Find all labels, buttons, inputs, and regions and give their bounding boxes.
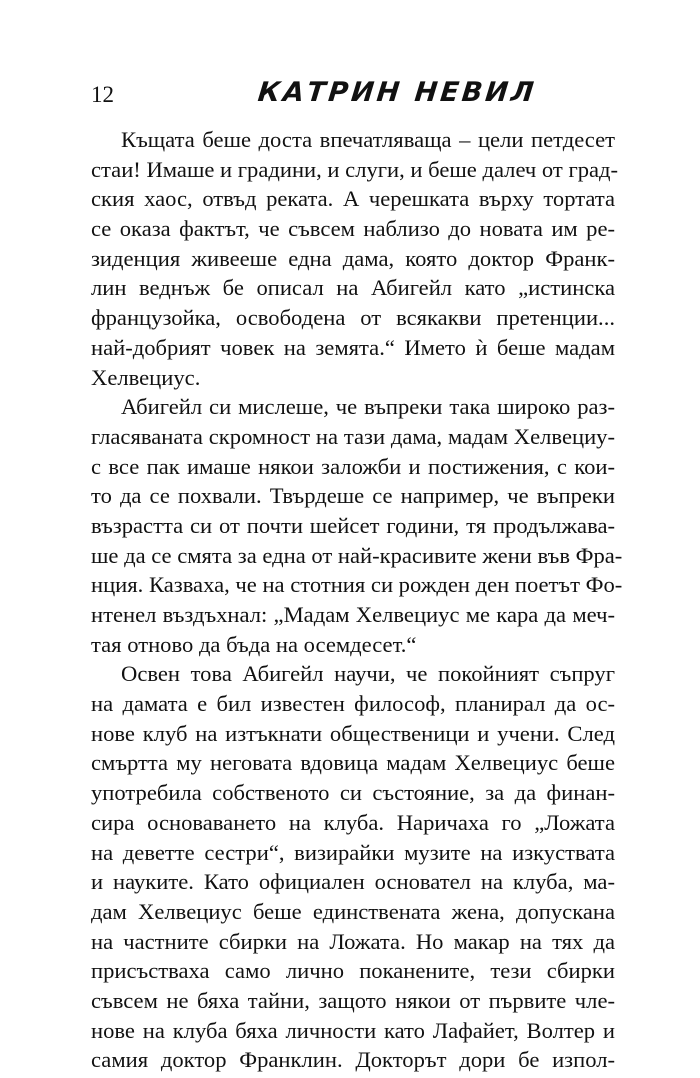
text-line: присъстваха само лично поканените, тези сбирки — [91, 958, 615, 984]
text-line: гласяваната скромност на тази дама, мадам Хелвециу- — [91, 423, 615, 449]
text-line: най-добрият човек на земята.“ Името ѝ беше мадам — [91, 334, 615, 360]
text-line: употребила собственото си състояние, за да финан- — [91, 780, 615, 806]
text-line: нове на клуба бяха личности като Лафайет, Волтер и — [91, 1017, 615, 1043]
text-line: възрастта си от почти шейсет години, тя продължава- — [91, 512, 615, 538]
text-line: съвсем не бяха тайни, защото някои от първите чле- — [91, 987, 615, 1013]
text-line: Абигейл си мислеше, че въпреки така широко раз- — [121, 394, 615, 420]
text-line: се оказа фактът, че съвсем наблизо до новата им ре- — [91, 216, 615, 242]
text-line: на частните сбирки на Ложата. Но макар на тях да — [91, 928, 615, 954]
text-line: то да се похвали. Твърдеше се например, че въпреки — [91, 483, 615, 509]
text-line: зиденция живееше една дама, която доктор Франк- — [91, 245, 615, 271]
text-line: Хелвециус. — [91, 364, 201, 390]
text-line: на дамата е бил известен философ, планирал да ос- — [91, 691, 615, 717]
text-line: на деветте сестри“, визирайки музите на изкуствата — [91, 839, 615, 865]
body-text — [91, 125, 623, 1075]
text-line: тая отново да бъда на осемдесет.“ — [91, 631, 417, 657]
page-header — [91, 76, 615, 112]
page-number: 12 — [91, 82, 114, 107]
text-line: стаи! Имаше и градини, и слуги, и беше далеч от град- — [91, 156, 619, 182]
text-line: французойка, освободена от всякакви претенции... — [91, 305, 615, 331]
text-line: сира основаването на клуба. Наричаха го „Ложата — [91, 809, 615, 835]
text-line: нове клуб на изтъкнати общественици и учени. След — [91, 720, 615, 746]
text-line: дам Хелвециус беше единствената жена, допускана — [91, 898, 615, 924]
text-line: самия доктор Франклин. Докторът дори бе изпол- — [91, 1047, 615, 1073]
text-line: нция. Казваха, че на стотния си рожден ден поетът Фо- — [91, 572, 623, 598]
text-line: Къщата беше доста впечатляваща – цели петдесет — [121, 127, 615, 152]
text-line: и науките. Като официален основател на клуба, ма- — [91, 869, 615, 895]
text-line: нтенел въздъхнал: „Мадам Хелвециус ме кара да меч- — [91, 602, 615, 627]
running-title: КАТРИН НЕВИЛ — [256, 77, 539, 108]
text-line: ше да се смята за една от най-красивите жени във Фра- — [91, 542, 623, 568]
text-line: ския хаос, отвъд реката. А черешката върху тортата — [91, 186, 615, 212]
text-line: смъртта му неговата вдовица мадам Хелвециус беше — [91, 750, 615, 776]
text-line: с все пак имаше някои заложби и постижения, с кои- — [91, 453, 615, 479]
text-line: лин веднъж бе описал на Абигейл като „истинска — [91, 275, 615, 301]
text-line: Освен това Абигейл научи, че покойният съпруг — [121, 661, 615, 687]
